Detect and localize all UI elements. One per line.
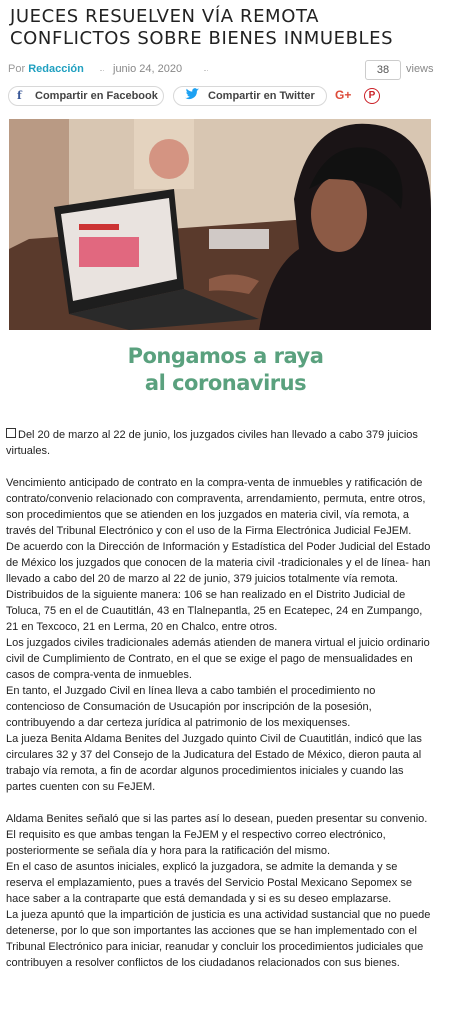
article-paragraph: Distribuidos de la siguiente manera: 106 se han realizado en el Distrito Judicial de Toluca, 75 en el de Cuautitlán, 43 en Tlalnepantla, 25 en Ecatepec, 24 en Zumpango, 21 en Texcoco, 21 en Lerma, 20 en Chalco, entre otros. xyxy=(6,589,423,633)
article-paragraph xyxy=(6,427,431,459)
meta-separator xyxy=(100,70,104,71)
article-paragraph: De acuerdo con la Dirección de Información y Estadística del Poder Judicial del Estado de México los juzgados que conocen de la materia civil -tradicionales y el de línea- han llevado a cabo del 20 de marzo al 22 de junio, 379 juicios totalmente vía remota. xyxy=(6,541,431,585)
paragraph-text: Del 20 de marzo al 22 de junio, los juzgados civiles han llevado a cabo 379 juicios virtuales. xyxy=(6,429,418,457)
share-pinterest-button[interactable]: P xyxy=(364,88,380,104)
article-paragraph: La jueza Benita Aldama Benites del Juzgado quinto Civil de Cuautitlán, indicó que las circulares 32 y 37 del Consejo de la Judicatura del Estado de México, dieron pauta al trabajo vía remota, a fin de acordar algunos procedimientos iniciales y cuando las partes cuenten con su FeJEM. xyxy=(6,733,422,793)
author-link[interactable]: Redacción xyxy=(28,63,84,75)
by-label: Por xyxy=(8,63,26,75)
article-meta xyxy=(8,60,443,80)
facebook-icon: f xyxy=(17,89,22,102)
byline xyxy=(8,63,84,75)
article-paragraph: En el caso de asuntos iniciales, explicó la juzgadora, se admite la demanda y se reserva el emplazamiento, pues a través del Servicio Postal Mexicano Sepomex se hace saber a la contraparte que está demandada y si es su deseo emplazarse. xyxy=(6,861,412,905)
share-facebook-button[interactable] xyxy=(8,86,164,106)
article-title-line1: JUECES RESUELVEN VÍA REMOTA xyxy=(10,6,320,27)
share-twitter-button[interactable] xyxy=(173,86,327,106)
share-facebook-label: Compartir en Facebook xyxy=(35,90,158,102)
article-paragraph: Vencimiento anticipado de contrato en la compra-venta de inmuebles y ratificación de contrato/convenio relacionado con compraventa, arrendamiento, permuta, entre otros, son procedimientos que se atienden en los juzgados en materia civil, vía remota, a través del Tribunal Electrónico y con el uso de la Firma Electrónica Judicial FeJEM. xyxy=(6,477,426,537)
twitter-icon xyxy=(184,87,200,105)
article-title-line2: CONFLICTOS SOBRE BIENES INMUEBLES xyxy=(10,28,394,49)
campaign-banner xyxy=(0,343,451,397)
views-label: views xyxy=(406,63,434,75)
article-title xyxy=(10,6,445,50)
article-paragraph: Aldama Benites señaló que si las partes así lo desean, pueden presentar su convenio. El requisito es que ambas tengan la FeJEM y el respectivo correo electrónico, posteriormente se señala día y hora para la ratificación del mismo. xyxy=(6,813,428,857)
share-twitter-label: Compartir en Twitter xyxy=(208,90,315,102)
article-paragraph: Los juzgados civiles tradicionales además atienden de manera virtual el juicio ordinario civil de Cumplimiento de Contrato, en el que se exige el pago de mensualidades en casos de compra-venta de inmuebles. xyxy=(6,637,430,681)
article-paragraph: En tanto, el Juzgado Civil en línea lleva a cabo también el procedimiento no contencioso de Consumación de Usucapión por inscripción de la posesión, contribuyendo a dar certeza jurídica al patrimonio de los mexiquenses. xyxy=(6,685,376,729)
campaign-line1: Pongamos a raya xyxy=(127,344,324,368)
views-count: 38 xyxy=(365,60,401,80)
share-googleplus-button[interactable]: G+ xyxy=(335,88,352,102)
article-body xyxy=(6,427,431,971)
checkbox-icon xyxy=(6,428,16,438)
publish-date: junio 24, 2020 xyxy=(113,63,183,75)
meta-separator xyxy=(204,70,208,71)
article-paragraph: La jueza apuntó que la impartición de justicia es una actividad sustancial que no puede detenerse, por lo que son importantes las acciones que se han implementado con el Tribunal Electrónico para iniciar, reanudar y concluir los procedimientos judiciales que contribuyen a resolver conflictos de los ciudadanos relacionados con sus bienes. xyxy=(6,909,431,969)
article-photo xyxy=(9,119,431,330)
campaign-line2: al coronavirus xyxy=(144,371,307,395)
